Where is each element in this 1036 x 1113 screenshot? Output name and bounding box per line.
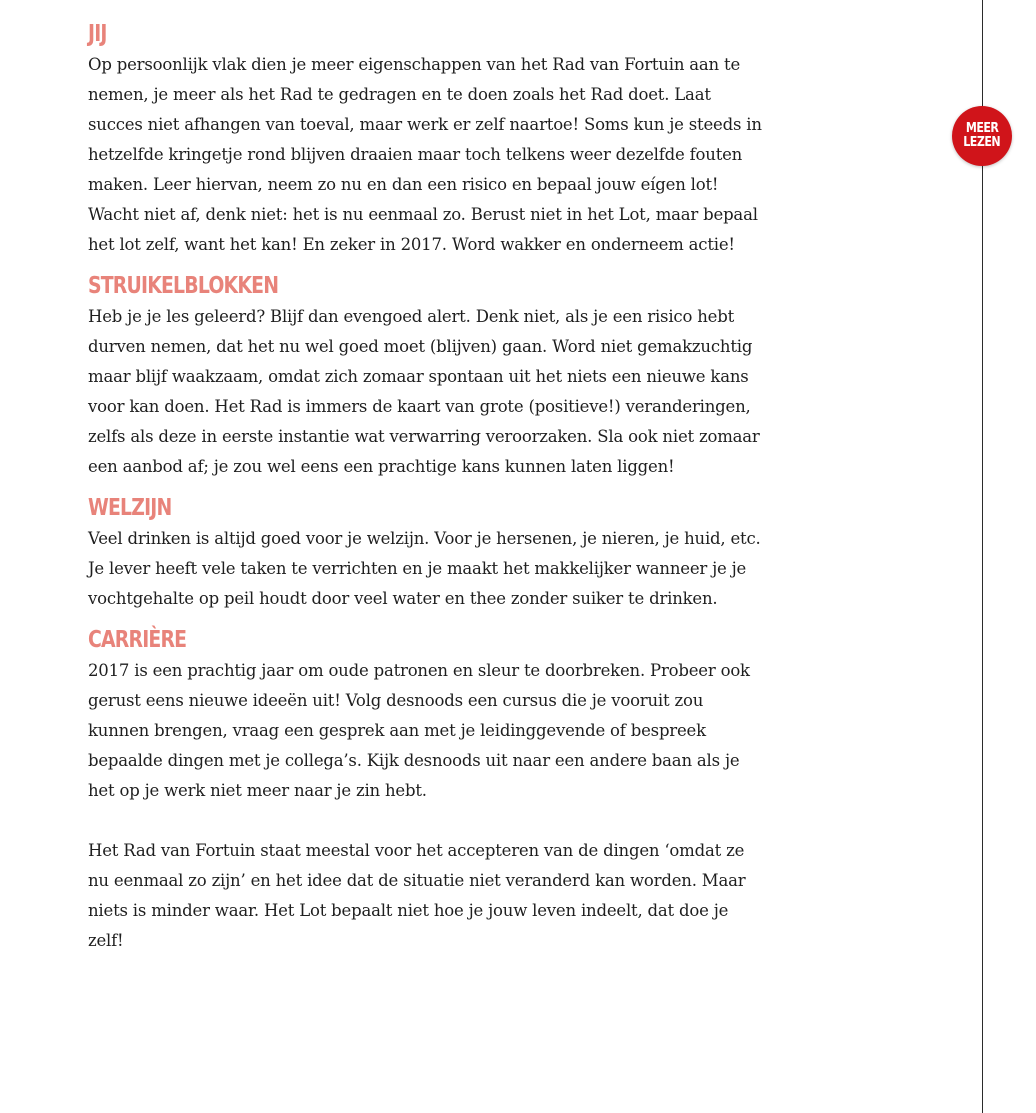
- meer-lezen-label-line2: LEZEN: [963, 135, 1001, 150]
- section-heading-jij: JIJ: [88, 21, 107, 47]
- article-body: [88, 18, 763, 956]
- meer-lezen-button[interactable]: [952, 106, 1012, 166]
- section-heading-carriere: CARRIÈRE: [88, 627, 187, 653]
- section-heading-welzijn: WELZIJN: [88, 495, 172, 521]
- paragraph-welzijn: Veel drinken is altijd goed voor je welzijn. Voor je hersenen, je nieren, je huid, etc. Je lever heeft vele taken te verrichten en je maakt het makkelijker wanneer je je vochtgehalte op peil houdt door veel water en thee zonder suiker te drinken.: [88, 529, 761, 608]
- paragraph-conclusion: Het Rad van Fortuin staat meestal voor het accepteren van de dingen ‘omdat ze nu eenmaal zo zijn’ en het idee dat de situatie niet veranderd kan worden. Maar niets is minder waar. Het Lot bepaalt niet hoe je jouw leven indeelt, dat doe je zelf!: [88, 841, 746, 950]
- paragraph-struikelblokken: Heb je je les geleerd? Blijf dan evengoed alert. Denk niet, als je een risico hebt durven nemen, dat het nu wel goed moet (blijven) gaan. Word niet gemakzuchtig maar blijf waakzaam, omdat zich zomaar spontaan uit het niets een nieuwe kans voor kan doen. Het Rad is immers de kaart van grote (positieve!) veranderingen, zelfs als deze in eerste instantie wat verwarring veroorzaken. Sla ook niet zomaar een aanbod af; je zou wel eens een prachtige kans kunnen laten liggen!: [88, 307, 760, 476]
- paragraph-jij: Op persoonlijk vlak dien je meer eigenschappen van het Rad van Fortuin aan te nemen, je meer als het Rad te gedragen en te doen zoals het Rad doet. Laat succes niet afhangen van toeval, maar werk er zelf naartoe! Soms kun je steeds in hetzelfde kringetje rond blijven draaien maar toch telkens weer dezelfde fouten maken. Leer hiervan, neem zo nu en dan een risico en bepaal jouw eígen lot! Wacht niet af, denk niet: het is nu eenmaal zo. Berust niet in het Lot, maar bepaal het lot zelf, want het kan! En zeker in 2017. Word wakker en onderneem actie!: [88, 55, 762, 254]
- sidebar-divider: [982, 0, 983, 1113]
- section-heading-struikelblokken: STRUIKELBLOKKEN: [88, 273, 279, 299]
- meer-lezen-label-line1: MEER: [965, 121, 999, 136]
- paragraph-carriere: 2017 is een prachtig jaar om oude patronen en sleur te doorbreken. Probeer ook gerust eens nieuwe ideeën uit! Volg desnoods een cursus die je vooruit zou kunnen brengen, vraag een gesprek aan met je leidinggevende of bespreek bepaalde dingen met je collega’s. Kijk desnoods uit naar een andere baan als je het op je werk niet meer naar je zin hebt.: [88, 661, 750, 800]
